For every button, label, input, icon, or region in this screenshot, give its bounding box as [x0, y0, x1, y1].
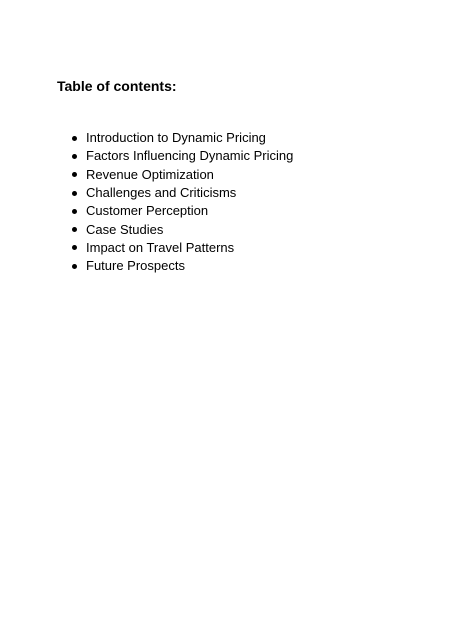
- toc-item-label: Introduction to Dynamic Pricing: [86, 130, 266, 146]
- toc-item-factors: [72, 147, 293, 165]
- toc-item-label: Case Studies: [86, 221, 164, 237]
- bullet-icon: [72, 264, 77, 269]
- toc-item-label: Challenges and Criticisms: [86, 185, 237, 201]
- toc-heading: Table of contents:: [57, 78, 177, 94]
- toc-item-label: Revenue Optimization: [86, 166, 214, 182]
- toc-item-challenges: [72, 184, 293, 202]
- toc-item-label: Customer Perception: [86, 203, 209, 219]
- bullet-icon: [72, 136, 77, 141]
- bullet-icon: [72, 191, 77, 196]
- toc-item-case-studies: [72, 220, 293, 238]
- toc-item-label: Future Prospects: [86, 258, 185, 274]
- toc-item-revenue: [72, 166, 293, 184]
- toc-item-future-prospects: [72, 257, 293, 275]
- toc-list: [72, 129, 293, 275]
- bullet-icon: [72, 209, 77, 214]
- bullet-icon: [72, 154, 77, 159]
- toc-item-travel-patterns: [72, 239, 293, 257]
- toc-item-label: Factors Influencing Dynamic Pricing: [86, 148, 294, 164]
- bullet-icon: [72, 227, 77, 232]
- toc-item-customer-perception: [72, 202, 293, 220]
- toc-item-introduction: [72, 129, 293, 147]
- bullet-icon: [72, 245, 77, 250]
- toc-item-label: Impact on Travel Patterns: [86, 239, 235, 255]
- bullet-icon: [72, 172, 77, 177]
